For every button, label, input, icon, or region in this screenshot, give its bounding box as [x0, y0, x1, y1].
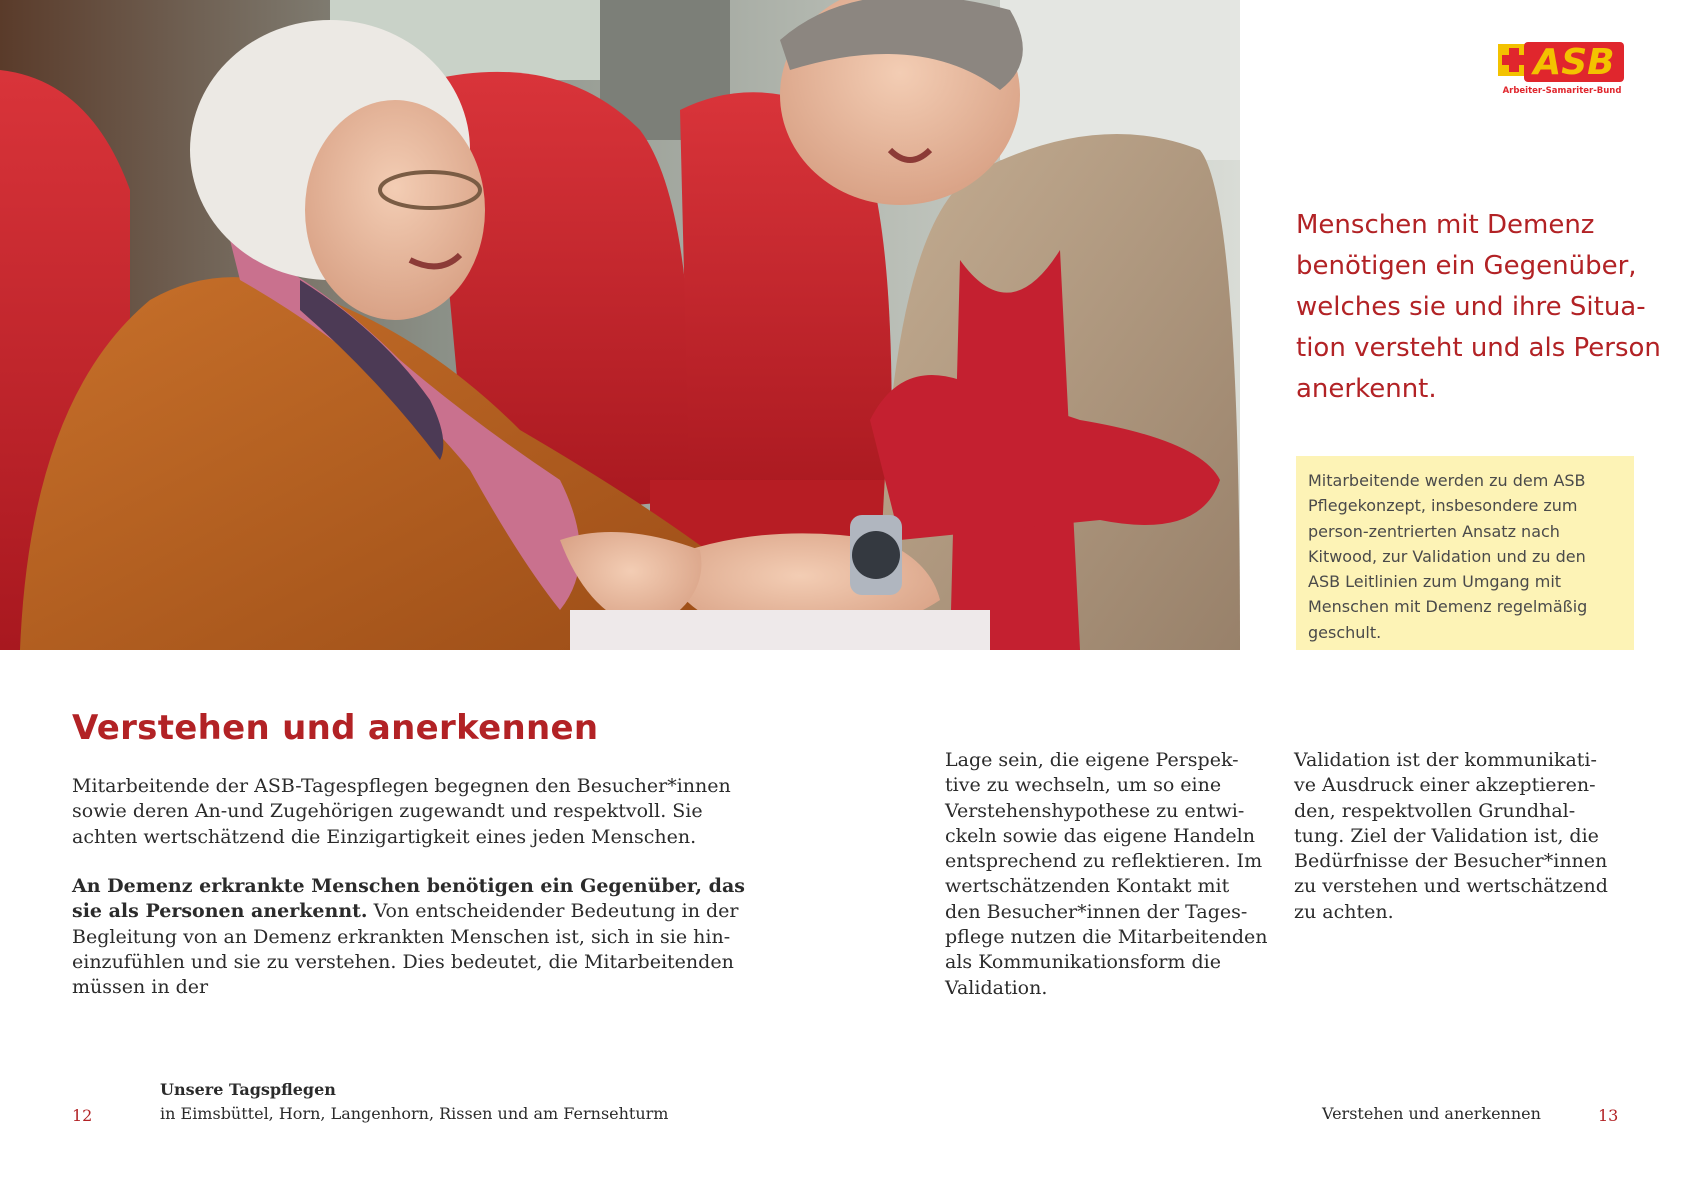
intro-line: Mitarbeitende der ASB-Tagespflegen begegnen den Besucher*innen	[72, 775, 731, 797]
column-line: pflege nutzen die Mitarbeitenden	[945, 926, 1268, 949]
column-line: zu achten.	[1294, 900, 1394, 923]
column-line: als Kommunikationsform die	[945, 951, 1221, 974]
column-line: ve Ausdruck einer akzeptieren-	[1294, 774, 1596, 797]
mixed-line	[72, 899, 745, 924]
column-line: wertschätzenden Kontakt mit	[945, 875, 1230, 898]
info-line: Pflegekonzept, insbesondere zum	[1308, 496, 1578, 516]
column-line: den Besucher*innen der Tages-	[945, 900, 1248, 923]
paragraph-line: müssen in der	[72, 976, 209, 999]
info-line: Kitwood, zur Validation und zu den	[1308, 546, 1586, 566]
column-line: tung. Ziel der Validation ist, die	[1294, 824, 1599, 847]
intro-paragraph	[72, 774, 731, 850]
column-line: Lage sein, die eigene Perspek-	[945, 749, 1239, 771]
column-three	[1294, 748, 1608, 925]
bold-lead-end: sie als Personen anerkennt.	[72, 900, 368, 923]
info-line: person-zentrierten Ansatz nach	[1308, 521, 1560, 541]
asb-logo-text: ASB	[1533, 42, 1615, 83]
pull-quote	[1296, 205, 1676, 410]
info-line: Mitarbeitende werden zu dem ASB	[1308, 471, 1586, 490]
asb-logo	[1498, 40, 1628, 96]
column-line: tive zu wechseln, um so eine	[945, 774, 1222, 797]
column-line: entsprechend zu reflektieren. Im	[945, 850, 1263, 873]
info-line: Menschen mit Demenz regelmäßig	[1308, 597, 1588, 617]
asb-logo-subtitle: Arbeiter-Samariter-Bund	[1502, 86, 1622, 96]
left-page-number: 12	[72, 1106, 93, 1125]
section-heading: Verstehen und anerkennen	[72, 708, 599, 748]
info-line: geschult.	[1308, 622, 1382, 642]
info-line: ASB Leitlinien zum Umgang mit	[1308, 572, 1562, 592]
quote-line: Menschen mit Demenz	[1296, 210, 1595, 240]
column-line: Bedürfnisse der Besucher*innen	[1294, 850, 1608, 873]
hero-photo	[0, 0, 1240, 650]
column-line: Validation.	[945, 976, 1048, 999]
column-line: ckeln sowie das eigene Handeln	[945, 824, 1255, 847]
column-two	[945, 748, 1268, 1001]
quote-line: benötigen ein Gegenüber,	[1296, 251, 1637, 281]
right-page-number: 13	[1598, 1106, 1619, 1125]
paragraph-line: einzufühlen und sie zu verstehen. Dies bedeutet, die Mitarbeitenden	[72, 950, 734, 973]
column-line: Verstehenshypothese zu entwi-	[945, 799, 1245, 822]
column-line: Validation ist der kommunikati-	[1294, 749, 1597, 771]
quote-line: tion versteht und als Person	[1296, 333, 1661, 363]
column-line: den, respektvollen Grundhal-	[1294, 799, 1576, 822]
intro-line: achten wertschätzend die Einzigartigkeit eines jeden Menschen.	[72, 825, 697, 848]
footer-subtitle: in Eimsbüttel, Horn, Langenhorn, Rissen und am Fernsehturm	[160, 1104, 669, 1123]
quote-line: anerkennt.	[1296, 374, 1437, 404]
bold-lead-line: An Demenz erkrankte Menschen benötigen ein Gegenüber, das	[72, 875, 745, 897]
training-info-box	[1296, 456, 1634, 650]
intro-line: sowie deren An-und Zugehörigen zugewandt und respektvoll. Sie	[72, 800, 703, 823]
paragraph-line: Begleitung von an Demenz erkrankten Menschen ist, sich in sie hin-	[72, 925, 731, 948]
quote-line: welches sie und ihre Situa-	[1296, 292, 1646, 322]
footer-title: Unsere Tagspflegen	[160, 1080, 336, 1099]
footer-section-name: Verstehen und anerkennen	[1322, 1104, 1541, 1123]
column-line: zu verstehen und wertschätzend	[1294, 875, 1608, 898]
line-continuation: Von entscheidender Bedeutung in der	[367, 900, 739, 923]
dementia-paragraph	[72, 874, 745, 1000]
